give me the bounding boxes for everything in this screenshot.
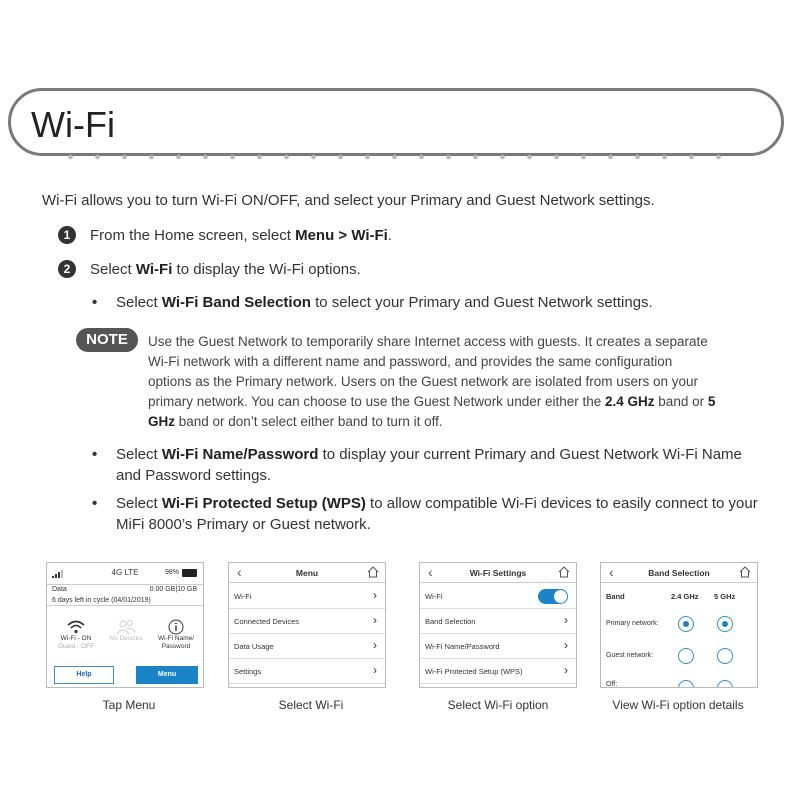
off-5-radio[interactable] — [717, 680, 733, 688]
battery-percent: 98% — [164, 569, 179, 576]
cycle-text: 6 days left in cycle (04/01/2019) — [52, 597, 151, 604]
screen-header — [420, 563, 576, 583]
screen-band-selection — [600, 562, 758, 688]
note-badge: NOTE — [76, 328, 138, 352]
caption-view-details: View Wi-Fi option details — [612, 698, 744, 712]
step-text-end: . — [387, 227, 393, 244]
settings-item-label: Wi-Fi Name/Password — [425, 642, 500, 651]
bullet-text: Select — [116, 495, 162, 512]
note-bold-5: 5 GHz — [148, 394, 716, 429]
primary-5-radio[interactable] — [717, 616, 733, 632]
screen-title: Menu — [295, 568, 319, 578]
chevron-right-icon: › — [564, 663, 568, 677]
menu-item-label: Wi-Fi — [234, 592, 252, 601]
wps-item[interactable] — [420, 659, 576, 684]
menu-item-wifi[interactable] — [229, 584, 385, 609]
guest-network-label: Guest network: — [606, 652, 654, 659]
bullet-dot: • — [92, 446, 98, 463]
back-icon[interactable]: ‹ — [237, 564, 242, 580]
devices-button[interactable] — [101, 619, 151, 643]
caption-select-wifi-option: Select Wi-Fi option — [447, 698, 549, 712]
page-title: Wi-Fi — [31, 104, 115, 145]
off-24-radio[interactable] — [678, 680, 694, 688]
bullet-name-password — [92, 444, 762, 486]
bullet-band-selection — [92, 294, 752, 311]
bullet-bold: Wi-Fi Protected Setup (WPS) — [161, 495, 366, 512]
step-number: 1 — [58, 226, 76, 244]
step-text: From the Home screen, select — [90, 227, 296, 244]
help-button[interactable]: Help — [54, 666, 114, 684]
wifi-toggle-row[interactable] — [420, 584, 576, 609]
screen-wifi-settings — [419, 562, 577, 688]
step-text-end: to display the Wi-Fi options. — [172, 261, 361, 278]
wifi-on-label: Wi-Fi - ON — [60, 635, 92, 642]
network-type: 4G LTE — [111, 568, 139, 577]
intro-text: Wi-Fi allows you to turn Wi-Fi ON/OFF, and select your Primary and Guest Network settings. — [42, 192, 655, 209]
chevron-right-icon: › — [373, 588, 377, 602]
primary-network-label: Primary network: — [606, 620, 659, 627]
menu-item-label: Settings — [234, 667, 262, 676]
screen-header — [229, 563, 385, 583]
home-icon[interactable] — [739, 565, 751, 579]
settings-item-label: Wi-Fi Protected Setup (WPS) — [425, 667, 523, 676]
no-devices-label: No Devices — [109, 635, 143, 642]
bullet-text-end: to select your Primary and Guest Network settings. — [310, 294, 653, 311]
bullet-bold: Wi-Fi Band Selection — [161, 294, 311, 311]
step-bold: Wi-Fi — [135, 261, 173, 278]
band-24-header: 2.4 GHz — [671, 592, 699, 601]
note-bold-24: 2.4 GHz — [605, 394, 655, 409]
battery-icon — [182, 569, 197, 577]
title-banner — [8, 88, 784, 156]
dotted-divider — [57, 154, 741, 160]
screen-home — [46, 562, 204, 688]
note-body-2: band or — [654, 394, 708, 409]
home-icon[interactable] — [558, 565, 570, 579]
band-selection-item[interactable] — [420, 609, 576, 634]
step-text: Select — [90, 261, 136, 278]
note-body-3: band or don’t select either band to turn it off. — [175, 414, 443, 429]
guest-5-radio[interactable] — [717, 648, 733, 664]
menu-item-data-usage[interactable] — [229, 634, 385, 659]
menu-item-settings[interactable] — [229, 659, 385, 684]
menu-item-label: Connected Devices — [234, 617, 300, 626]
bullet-text: Select — [116, 294, 162, 311]
bullet-dot: • — [92, 495, 98, 512]
band-column-header: Band — [606, 592, 625, 601]
bullet-bold: Wi-Fi Name/Password — [161, 446, 319, 463]
bullet-text-end: to allow compatible Wi-Fi devices to easily connect to your MiFi 8000’s Primary or Guest network. — [116, 495, 758, 533]
users-icon — [116, 619, 136, 635]
wifi-name-password-label: Wi-Fi Name/ Password — [157, 635, 195, 650]
guest-24-radio[interactable] — [678, 648, 694, 664]
settings-item-label: Band Selection — [425, 617, 476, 626]
data-label: Data — [52, 586, 67, 593]
home-icon[interactable] — [367, 565, 379, 579]
bullet-text: Select — [116, 446, 162, 463]
off-label: Off: — [606, 681, 618, 688]
wifi-icon — [66, 619, 86, 635]
wifi-name-password-item[interactable] — [420, 634, 576, 659]
step-1 — [58, 226, 392, 244]
chevron-right-icon: › — [373, 663, 377, 677]
back-icon[interactable]: ‹ — [609, 564, 614, 580]
data-usage-panel — [47, 584, 203, 606]
step-number: 2 — [58, 260, 76, 278]
chevron-right-icon: › — [373, 638, 377, 652]
caption-tap-menu: Tap Menu — [102, 698, 156, 712]
step-bold: Menu > Wi-Fi — [295, 227, 388, 244]
step-2 — [58, 260, 361, 278]
menu-item-connected-devices[interactable] — [229, 609, 385, 634]
info-icon — [168, 619, 184, 635]
menu-button[interactable]: Menu — [136, 666, 198, 684]
status-bar — [47, 563, 203, 581]
wifi-name-password-button[interactable] — [151, 619, 201, 651]
primary-24-radio[interactable] — [678, 616, 694, 632]
wifi-toggle-label: Wi-Fi — [425, 592, 443, 601]
bullet-dot: • — [92, 294, 98, 311]
chevron-right-icon: › — [564, 613, 568, 627]
caption-select-wifi: Select Wi-Fi — [278, 698, 344, 712]
screen-title: Wi-Fi Settings — [469, 568, 527, 578]
data-value: 0.00 GB|10 GB — [149, 586, 197, 593]
screen-menu — [228, 562, 386, 688]
bullet-wps — [92, 493, 762, 535]
note-body: Use the Guest Network to temporarily share Internet access with guests. It creates a separate Wi-Fi network with a different name and password, and provides the same configuration options as the Primary network. Users on the Guest network are isolated from users on your primary network. You can choose to use the Guest Network under either the — [148, 334, 708, 409]
bullet-text-end: to display your current Primary and Guest Network Wi-Fi Name and Password settings. — [116, 446, 742, 484]
chevron-right-icon: › — [373, 613, 377, 627]
wifi-toggle[interactable] — [538, 589, 568, 604]
screen-header — [601, 563, 757, 583]
chevron-right-icon: › — [564, 638, 568, 652]
note-text — [148, 332, 718, 432]
screen-title: Band Selection — [648, 568, 710, 578]
menu-item-label: Data Usage — [234, 642, 274, 651]
band-5-header: 5 GHz — [714, 592, 736, 601]
wifi-status-button[interactable] — [51, 619, 101, 651]
guest-off-label: Guest - OFF — [57, 643, 95, 650]
back-icon[interactable]: ‹ — [428, 564, 433, 580]
